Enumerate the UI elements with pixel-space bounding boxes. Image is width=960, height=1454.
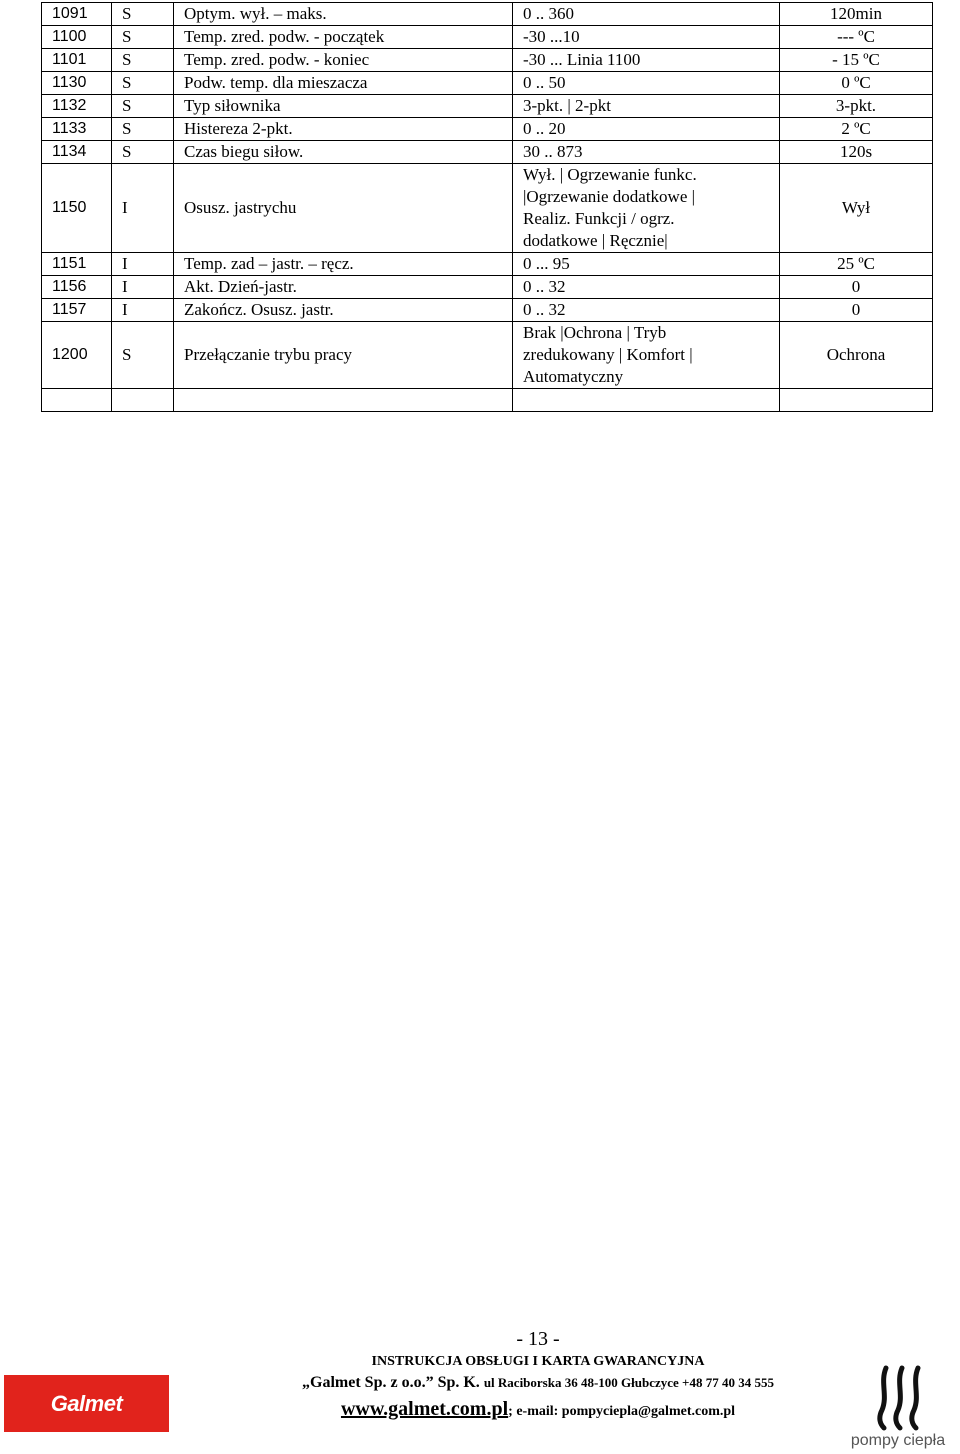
pompy-ciepla-logo	[836, 1362, 960, 1452]
param-name: Osusz. jastrychu	[174, 164, 513, 253]
param-default: 3-pkt.	[780, 95, 933, 118]
param-type: S	[112, 3, 174, 26]
param-range-line: Automatyczny	[523, 367, 624, 386]
param-range-line: Brak |Ochrona | Tryb	[523, 323, 667, 342]
param-type: S	[112, 118, 174, 141]
param-type: I	[112, 253, 174, 276]
param-range-line: 0 .. 32	[523, 277, 566, 296]
param-range-line: -30 ... Linia 1100	[523, 50, 641, 69]
empty-cell	[42, 389, 112, 412]
param-range	[513, 164, 780, 253]
param-range	[513, 299, 780, 322]
param-range	[513, 95, 780, 118]
param-range-line: Realiz. Funkcji / ogrz.	[523, 209, 675, 228]
param-name: Czas biegu siłow.	[174, 141, 513, 164]
param-range-line: 30 .. 873	[523, 142, 583, 161]
param-type: S	[112, 322, 174, 389]
table-row	[42, 118, 933, 141]
param-range-line: 0 .. 50	[523, 73, 566, 92]
table-row	[42, 141, 933, 164]
param-number: 1157	[42, 299, 112, 322]
param-number: 1134	[42, 141, 112, 164]
param-name: Typ siłownika	[174, 95, 513, 118]
param-name: Histereza 2-pkt.	[174, 118, 513, 141]
table-row	[42, 322, 933, 389]
table-row	[42, 164, 933, 253]
param-default: 120min	[780, 3, 933, 26]
param-default: --- ºC	[780, 26, 933, 49]
param-number: 1130	[42, 72, 112, 95]
param-type: I	[112, 164, 174, 253]
empty-cell	[112, 389, 174, 412]
param-number: 1200	[42, 322, 112, 389]
param-name: Optym. wył. – maks.	[174, 3, 513, 26]
param-name: Akt. Dzień-jastr.	[174, 276, 513, 299]
param-default: 0	[780, 276, 933, 299]
param-default: 25 ºC	[780, 253, 933, 276]
param-range	[513, 322, 780, 389]
website-link[interactable]: www.galmet.com.pl	[340, 1398, 509, 1420]
param-type: S	[112, 49, 174, 72]
table-row	[42, 72, 933, 95]
param-number: 1133	[42, 118, 112, 141]
param-range	[513, 276, 780, 299]
table-row-empty	[42, 389, 933, 412]
param-default: - 15 ºC	[780, 49, 933, 72]
param-range-line: 0 .. 20	[523, 119, 566, 138]
table-row	[42, 3, 933, 26]
param-range-line: |Ogrzewanie dodatkowe |	[523, 187, 696, 206]
param-number: 1132	[42, 95, 112, 118]
param-type: S	[112, 141, 174, 164]
param-name: Temp. zred. podw. - początek	[174, 26, 513, 49]
email-text: ; e-mail: pompyciepla@galmet.com.pl	[508, 1404, 736, 1419]
param-range-line: -30 ...10	[523, 27, 580, 46]
param-number: 1156	[42, 276, 112, 299]
page-number: - 13 -	[516, 1328, 560, 1350]
param-default: 0 ºC	[780, 72, 933, 95]
param-range	[513, 118, 780, 141]
table-row	[42, 26, 933, 49]
param-range-line: dodatkowe | Ręcznie|	[523, 231, 668, 250]
param-type: S	[112, 26, 174, 49]
param-number: 1151	[42, 253, 112, 276]
param-range-line: Wył. | Ogrzewanie funkc.	[523, 165, 697, 184]
empty-cell	[780, 389, 933, 412]
table-row	[42, 95, 933, 118]
param-default: Ochrona	[780, 322, 933, 389]
empty-cell	[174, 389, 513, 412]
param-range-line: 0 ... 95	[523, 254, 570, 273]
param-range	[513, 49, 780, 72]
param-number: 1100	[42, 26, 112, 49]
param-range	[513, 72, 780, 95]
parameter-table-body	[42, 3, 933, 412]
param-number: 1101	[42, 49, 112, 72]
param-type: I	[112, 299, 174, 322]
param-range-line: 3-pkt. | 2-pkt	[523, 96, 611, 115]
param-range-line: 0 .. 360	[523, 4, 574, 23]
footer-title: INSTRUKCJA OBSŁUGI I KARTA GWARANCYJNA	[371, 1354, 705, 1369]
param-default: Wył	[780, 164, 933, 253]
param-name: Temp. zred. podw. - koniec	[174, 49, 513, 72]
param-range-line: zredukowany | Komfort |	[523, 345, 693, 364]
param-type: S	[112, 72, 174, 95]
table-row	[42, 276, 933, 299]
table-row	[42, 299, 933, 322]
company-name: „Galmet Sp. z o.o.” Sp. K.	[302, 1374, 480, 1391]
param-type: I	[112, 276, 174, 299]
param-range	[513, 141, 780, 164]
param-name: Przełączanie trybu pracy	[174, 322, 513, 389]
param-type: S	[112, 95, 174, 118]
param-range	[513, 253, 780, 276]
param-range-line: 0 .. 32	[523, 300, 566, 319]
param-name: Temp. zad – jastr. – ręcz.	[174, 253, 513, 276]
param-name: Zakończ. Osusz. jastr.	[174, 299, 513, 322]
param-range	[513, 26, 780, 49]
param-default: 120s	[780, 141, 933, 164]
param-default: 2 ºC	[780, 118, 933, 141]
param-range	[513, 3, 780, 26]
parameter-table	[41, 2, 933, 412]
pompy-ciepla-mark-icon	[836, 1362, 960, 1432]
param-number: 1091	[42, 3, 112, 26]
table-row	[42, 49, 933, 72]
param-name: Podw. temp. dla mieszacza	[174, 72, 513, 95]
company-address: ul Raciborska 36 48-100 Głubczyce +48 77 40 34 555	[483, 1375, 774, 1390]
param-default: 0	[780, 299, 933, 322]
galmet-logo: Galmet	[4, 1375, 169, 1432]
empty-cell	[513, 389, 780, 412]
table-row	[42, 253, 933, 276]
pompy-ciepla-text: pompy ciepła	[850, 1432, 946, 1449]
param-number: 1150	[42, 164, 112, 253]
